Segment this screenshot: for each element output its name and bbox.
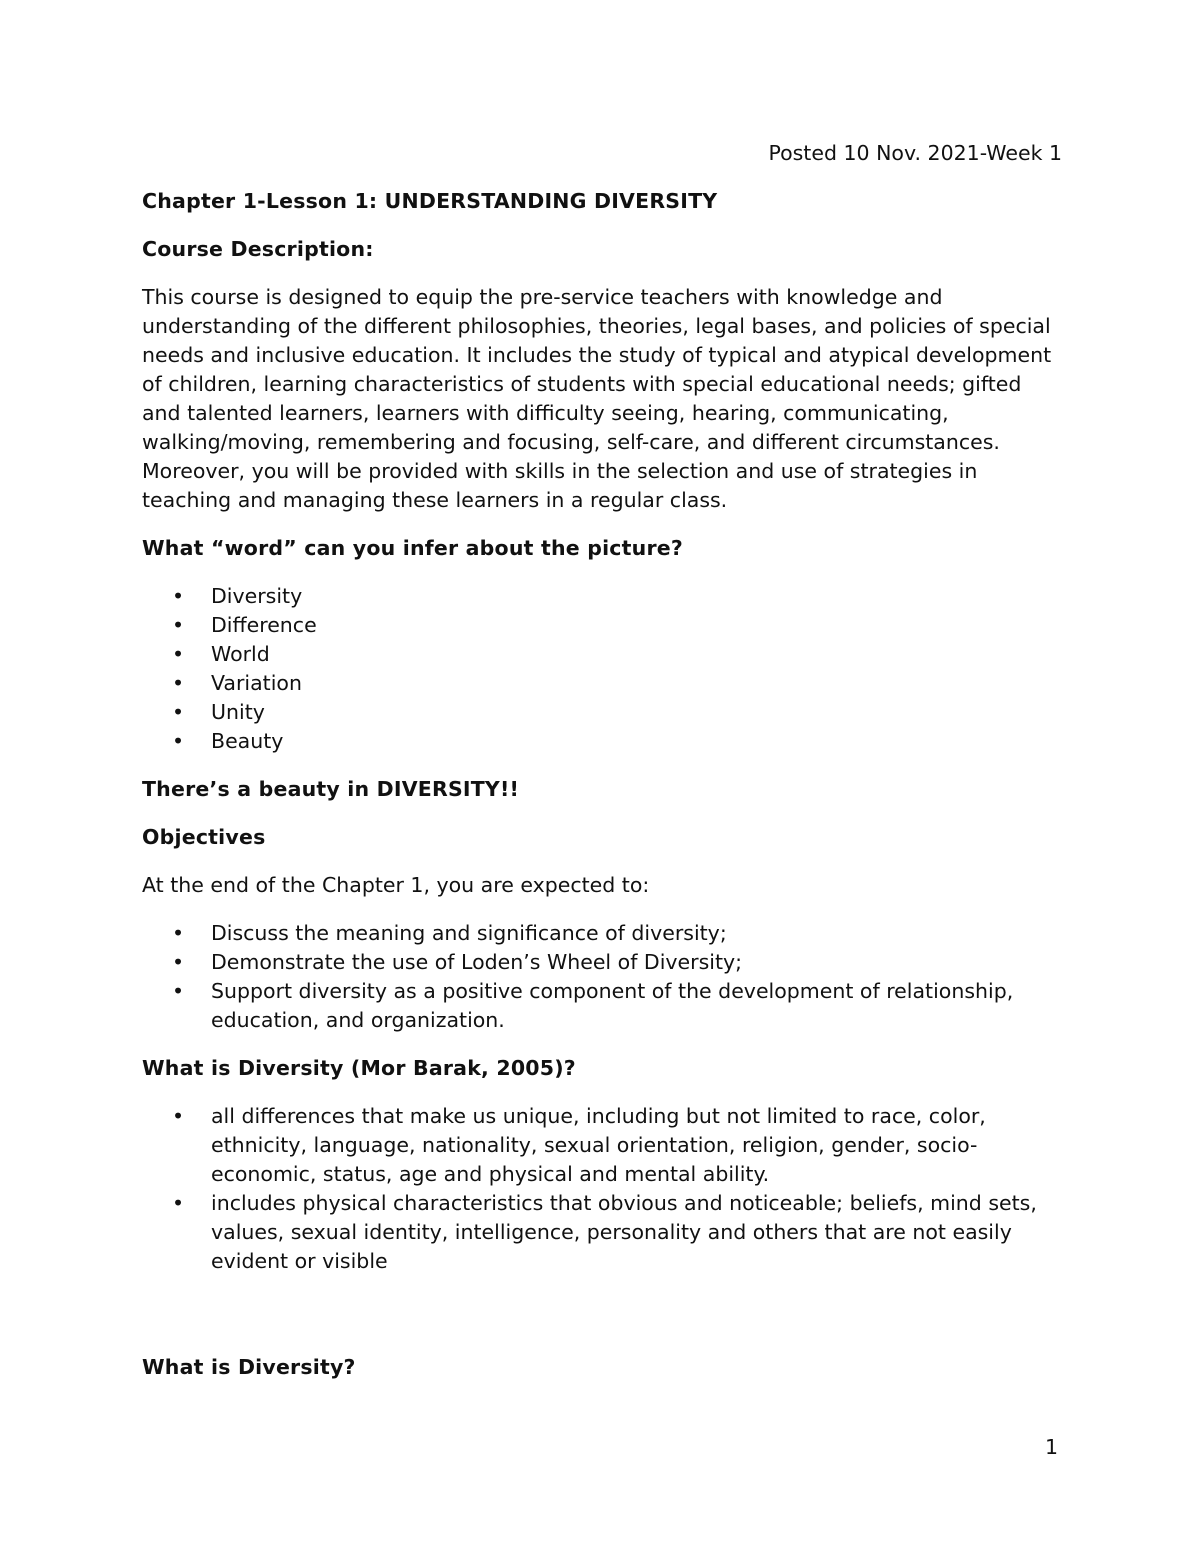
objectives-list (142, 919, 1062, 1035)
objectives-intro: At the end of the Chapter 1, you are expected to: (142, 873, 650, 897)
definition-heading: What is Diversity (Mor Barak, 2005)? (142, 1056, 576, 1080)
infer-word-list (142, 582, 1062, 756)
list-item: • Unity (142, 698, 1062, 727)
list-item: • Demonstrate the use of Loden’s Wheel of Diversity; (142, 948, 1062, 977)
list-item: • Support diversity as a positive component of the development of relationship, education, and organization. (142, 977, 1062, 1035)
list-item: • includes physical characteristics that obvious and noticeable; beliefs, mind sets, values, sexual identity, intelligence, personality and others that are not easily evident or visible (142, 1189, 1062, 1276)
blank-spacer (142, 1295, 1062, 1353)
course-description-body: This course is designed to equip the pre-service teachers with knowledge and understanding of the different philosophies, theories, legal bases, and policies of special needs and inclusive education. It includes the study of typical and atypical development of children, learning characteristics of students with special educational needs; gifted and talented learners, learners with difficulty seeing, hearing, communicating, walking/moving, remembering and focusing, self-care, and different circumstances. Moreover, you will be provided with skills in the selection and use of strategies in teaching and managing these learners in a regular class. (142, 285, 1052, 512)
definition-list (142, 1102, 1062, 1276)
list-item: • World (142, 640, 1062, 669)
list-item: • Discuss the meaning and significance of diversity; (142, 919, 1062, 948)
list-item: • Difference (142, 611, 1062, 640)
beauty-heading: There’s a beauty in DIVERSITY!! (142, 777, 520, 801)
infer-heading: What “word” can you infer about the picture? (142, 536, 683, 560)
objectives-heading: Objectives (142, 825, 266, 849)
list-item: • all differences that make us unique, including but not limited to race, color, ethnicity, language, nationality, sexual orientation, religion, gender, socio-economic, status, age and physical and mental ability. (142, 1102, 1062, 1189)
next-heading: What is Diversity? (142, 1355, 356, 1379)
page-number: 1 (1044, 1435, 1058, 1459)
list-item: • Beauty (142, 727, 1062, 756)
list-item: • Diversity (142, 582, 1062, 611)
posted-date: Posted 10 Nov. 2021-Week 1 (768, 141, 1062, 165)
list-item: • Variation (142, 669, 1062, 698)
chapter-title: Chapter 1-Lesson 1: UNDERSTANDING DIVERSITY (142, 189, 718, 213)
course-description-heading: Course Description: (142, 237, 374, 261)
document-page (142, 139, 1062, 1401)
